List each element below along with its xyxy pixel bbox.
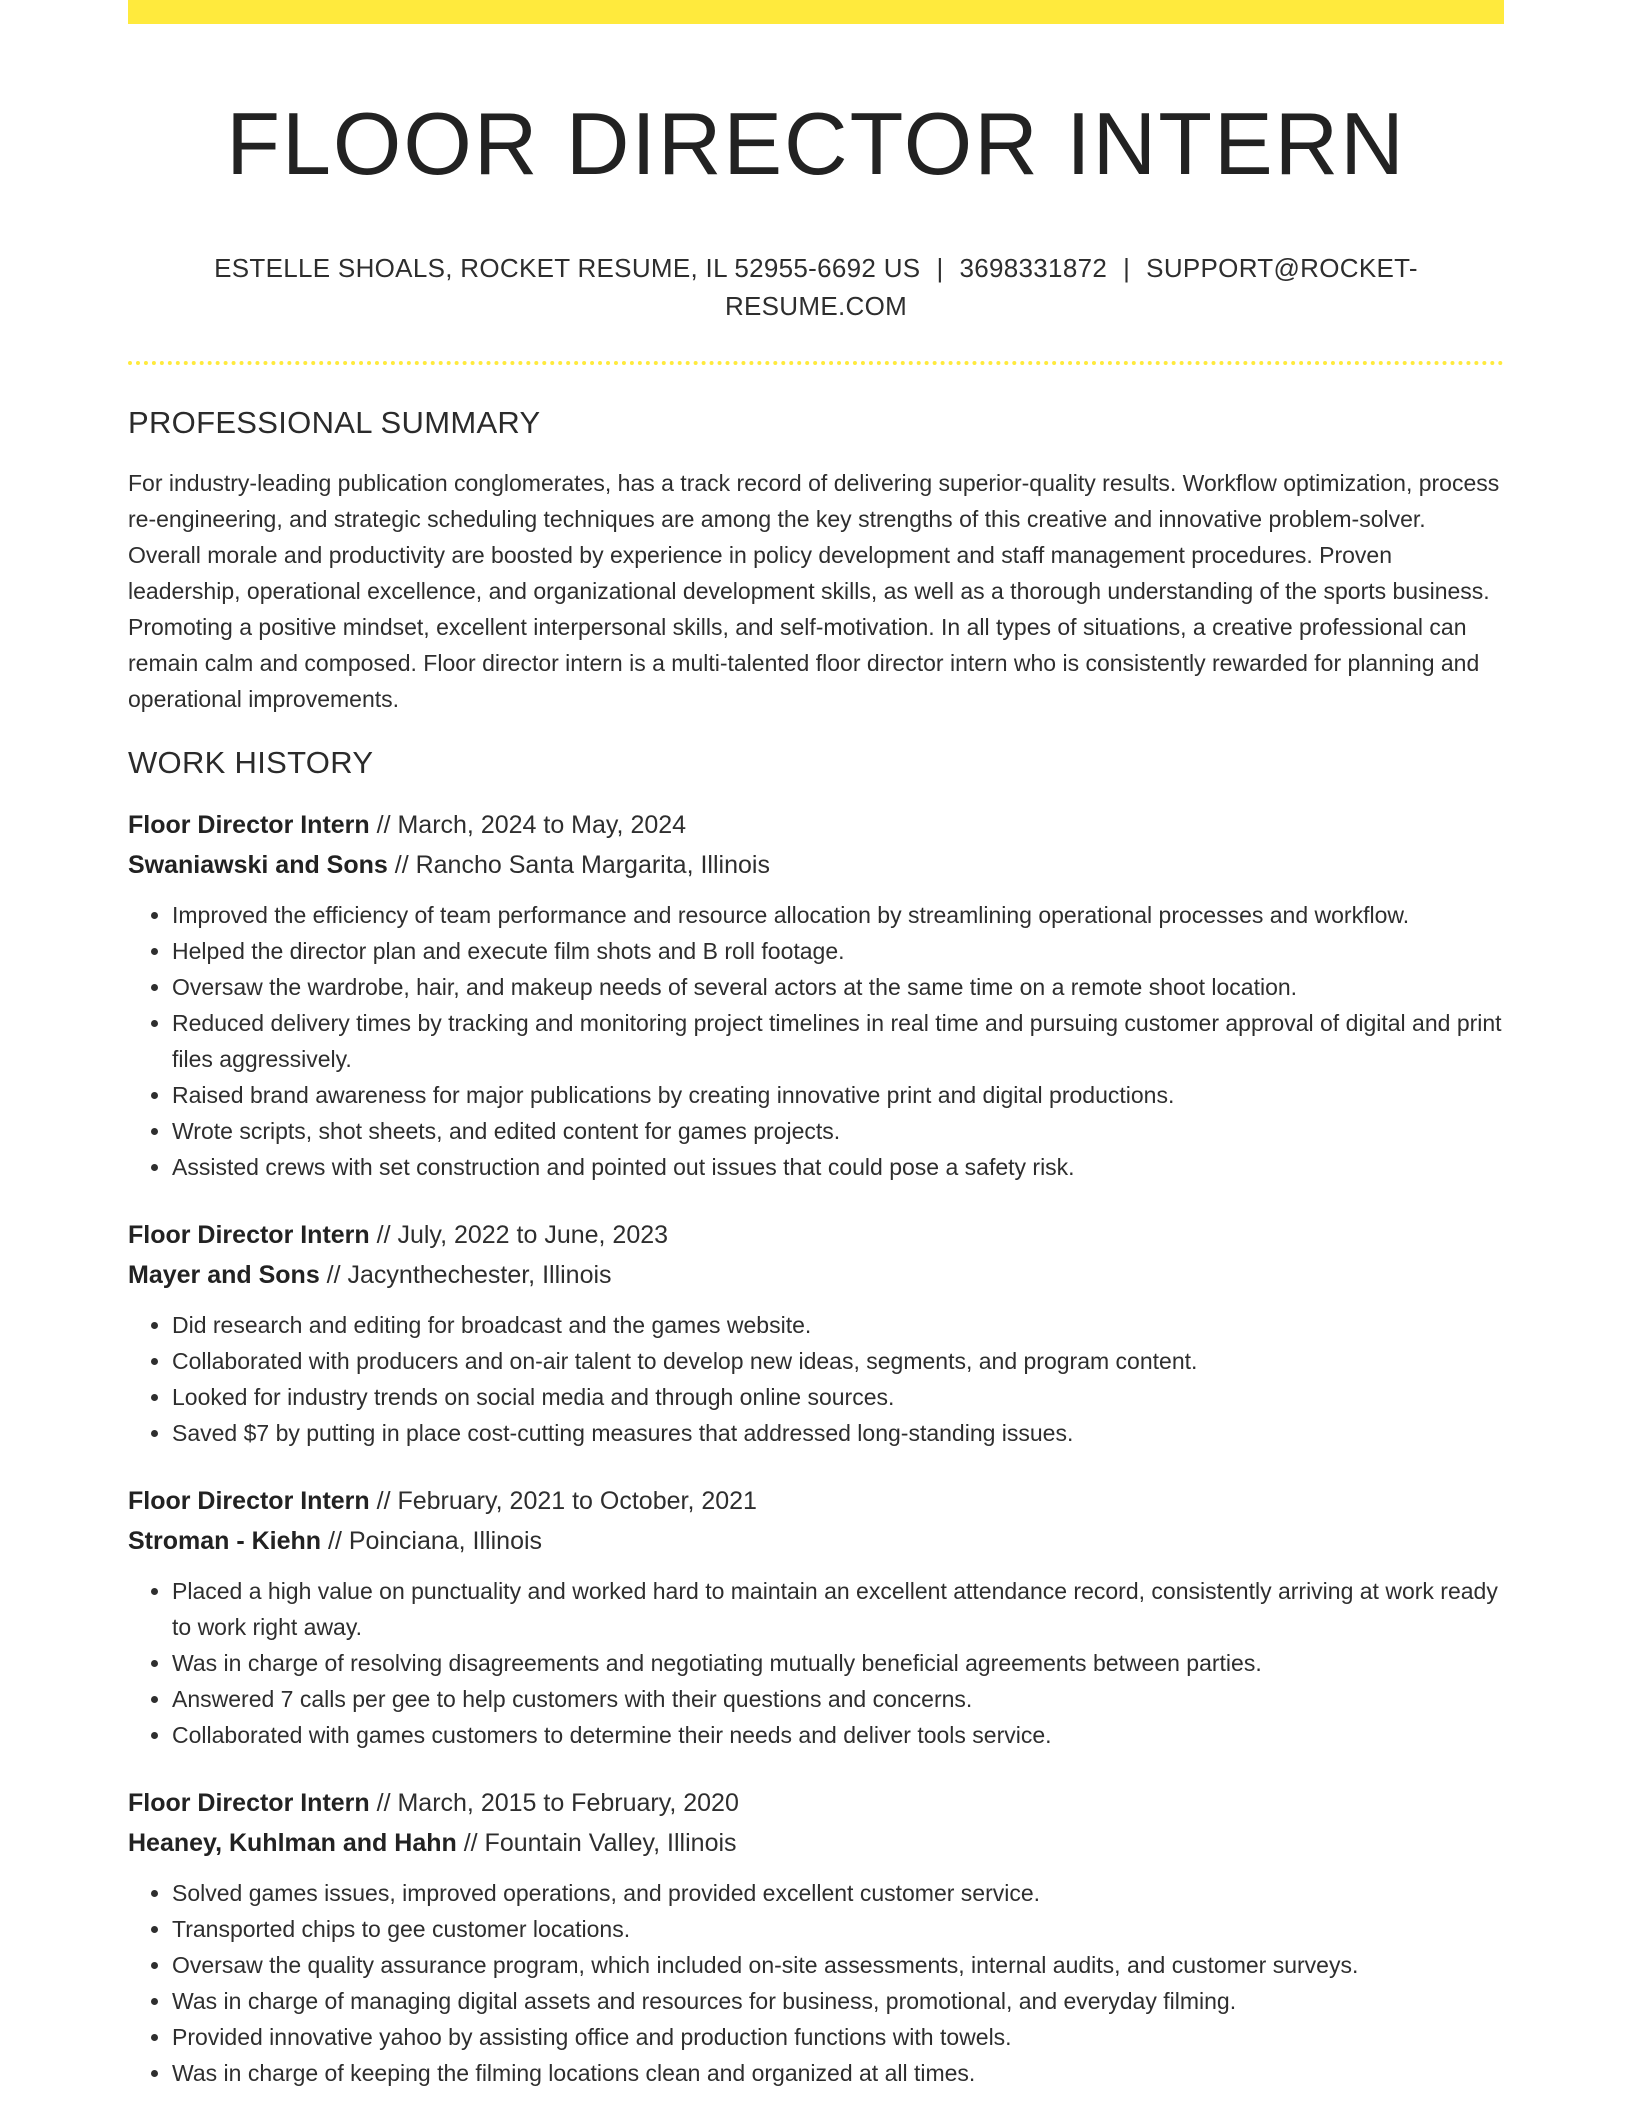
job-title: Floor Director Intern [128,1487,370,1515]
job-bullet: • Wrote scripts, shot sheets, and edited content for games projects. [172,1113,1504,1149]
resume-page [128,0,1504,2091]
accent-bar [128,0,1504,24]
job-company-line [128,1823,1504,1863]
contact-line [128,249,1504,325]
job-bullet: • Transported chips to gee customer locations. [172,1911,1504,1947]
job-title-line [128,805,1504,845]
dotted-divider [128,361,1504,365]
work-history-heading: WORK HISTORY [128,745,374,780]
job-company-line [128,1255,1504,1295]
job-company: Swaniawski and Sons [128,851,388,879]
job-entry [128,1783,1504,2091]
job-entry [128,805,1504,1185]
job-bullet: • Was in charge of resolving disagreements and negotiating mutually beneficial agreements between parties. [172,1645,1504,1681]
job-title: Floor Director Intern [128,1789,370,1817]
job-entry [128,1481,1504,1753]
job-location: // Poinciana, Illinois [321,1527,543,1555]
job-location: // Fountain Valley, Illinois [456,1829,737,1857]
resume-title: FLOOR DIRECTOR INTERN [226,94,1406,193]
job-title-line [128,1783,1504,1823]
job-bullet: • Helped the director plan and execute film shots and B roll footage. [172,933,1504,969]
job-title-line [128,1215,1504,1255]
job-bullet: • Collaborated with games customers to determine their needs and deliver tools service. [172,1717,1504,1753]
job-bullet: • Answered 7 calls per gee to help customers with their questions and concerns. [172,1681,1504,1717]
job-dates: // February, 2021 to October, 2021 [369,1487,757,1515]
job-bullet: • Raised brand awareness for major publications by creating innovative print and digital productions. [172,1077,1504,1113]
job-bullet: • Placed a high value on punctuality and worked hard to maintain an excellent attendance record, consistently arriving at work ready to work right away. [172,1573,1504,1645]
job-location: // Jacynthechester, Illinois [319,1261,612,1289]
job-bullet: • Solved games issues, improved operations, and provided excellent customer service. [172,1875,1504,1911]
job-title-line [128,1481,1504,1521]
job-bullet: • Oversaw the wardrobe, hair, and makeup needs of several actors at the same time on a remote shoot location. [172,969,1504,1005]
job-bullet: • Oversaw the quality assurance program, which included on-site assessments, internal audits, and customer surveys. [172,1947,1504,1983]
job-bullets [128,1307,1504,1451]
job-bullet: • Looked for industry trends on social media and through online sources. [172,1379,1504,1415]
job-bullet: • Provided innovative yahoo by assisting office and production functions with towels. [172,2019,1504,2055]
job-bullets [128,1875,1504,2091]
job-bullets [128,897,1504,1185]
job-bullet: • Did research and editing for broadcast and the games website. [172,1307,1504,1343]
contact-address: ESTELLE SHOALS, ROCKET RESUME, IL 52955-6692 US [214,253,921,283]
job-title: Floor Director Intern [128,1221,370,1249]
job-bullet: • Reduced delivery times by tracking and monitoring project timelines in real time and pursuing customer approval of digital and print files aggressively. [172,1005,1504,1077]
job-bullet: • Was in charge of managing digital assets and resources for business, promotional, and everyday filming. [172,1983,1504,2019]
job-location: // Rancho Santa Margarita, Illinois [387,851,770,879]
job-bullet: • Saved $7 by putting in place cost-cutting measures that addressed long-standing issues. [172,1415,1504,1451]
job-company: Mayer and Sons [128,1261,320,1289]
job-dates: // March, 2024 to May, 2024 [369,811,687,839]
job-company: Stroman - Kiehn [128,1527,322,1555]
contact-phone: 3698331872 [959,253,1108,283]
job-bullet: • Collaborated with producers and on-air talent to develop new ideas, segments, and program content. [172,1343,1504,1379]
job-bullet: • Improved the efficiency of team performance and resource allocation by streamlining operational processes and workflow. [172,897,1504,933]
job-company-line [128,1521,1504,1561]
job-dates: // July, 2022 to June, 2023 [369,1221,669,1249]
job-bullet: • Was in charge of keeping the filming locations clean and organized at all times. [172,2055,1504,2091]
contact-email: SUPPORT@ROCKET-RESUME.COM [724,253,1418,321]
job-bullets [128,1573,1504,1753]
job-entry [128,1215,1504,1451]
contact-separator: | [936,253,944,283]
job-title: Floor Director Intern [128,811,370,839]
contact-separator: | [1123,253,1131,283]
summary-heading: PROFESSIONAL SUMMARY [128,405,541,440]
summary-text: For industry-leading publication conglomerates, has a track record of delivering superior-quality results. Workflow optimization, process re-engineering, and strategic scheduling techniques are among the key strengths of this creative and innovative problem-solver. Overall morale and productivity are boosted by experience in policy development and staff management procedures. Proven leadership, operational excellence, and organizational development skills, as well as a thorough understanding of the sports business. Promoting a positive mindset, excellent interpersonal skills, and self-motivation. In all types of situations, a creative professional can remain calm and composed. Floor director intern is a multi-talented floor director intern who is consistently rewarded for planning and operational improvements. [128,470,1500,712]
job-company-line [128,845,1504,885]
job-company: Heaney, Kuhlman and Hahn [128,1829,457,1857]
job-bullet: • Assisted crews with set construction and pointed out issues that could pose a safety risk. [172,1149,1504,1185]
job-dates: // March, 2015 to February, 2020 [369,1789,739,1817]
